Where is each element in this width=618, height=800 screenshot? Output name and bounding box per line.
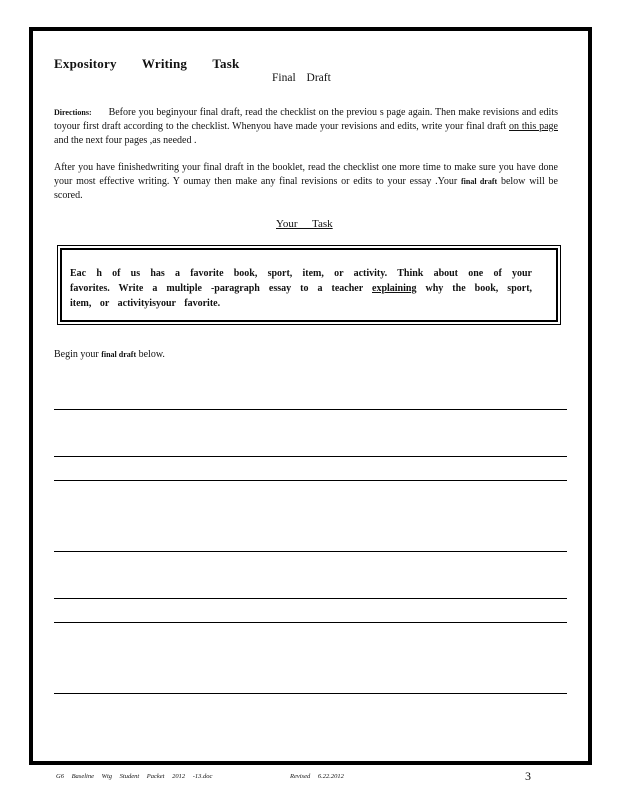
page-number: 3 bbox=[525, 769, 531, 783]
task-text-1: Eac h of us has a favorite book, sport, item, or activity. Think about one of your favorites. Write a multiple -paragraph essay to a teacher bbox=[70, 268, 532, 294]
footer-filename: G6 Baseline Wtg Student Packet 2012 -13.doc bbox=[56, 773, 213, 780]
writing-line[interactable] bbox=[54, 551, 567, 552]
writing-line[interactable] bbox=[54, 480, 567, 481]
task-box bbox=[57, 245, 561, 325]
instructions-text-1: After you have finishedwriting your final draft in the booklet, read the checklist one more time to make sure you have done your most effective writing. Y oumay then make any final revisions or edits to your essay .Your bbox=[54, 162, 558, 187]
directions-text-2: and the next four pages ,as needed . bbox=[54, 135, 197, 146]
page-subtitle: Final Draft bbox=[272, 72, 331, 84]
directions-text-1: Before you beginyour final draft, read the checklist on the previou s page again. Then make revisions and edits toyour first draft according to the checklist. Whenyou have made your revisions and edits, write your final draft bbox=[54, 107, 558, 132]
begin-final-draft: final draft bbox=[101, 350, 137, 359]
writing-line[interactable] bbox=[54, 409, 567, 410]
task-text-2: why the book, sport, item, or activityisyour favorite. bbox=[70, 283, 533, 309]
begin-instruction bbox=[54, 349, 165, 360]
directions-underlined: on this page bbox=[509, 121, 558, 132]
task-heading: Your Task bbox=[276, 218, 333, 230]
instructions-paragraph bbox=[54, 161, 558, 203]
footer-revised: Revised 6.22.2012 bbox=[290, 773, 344, 780]
instructions-final-draft: final draft bbox=[460, 177, 498, 186]
page-title: Expository Writing Task bbox=[54, 56, 240, 71]
directions-label: Directions: bbox=[54, 108, 92, 117]
begin-text-1: Begin your bbox=[54, 349, 99, 360]
writing-line[interactable] bbox=[54, 693, 567, 694]
task-underlined: explaining bbox=[372, 283, 417, 294]
writing-line[interactable] bbox=[54, 598, 567, 599]
instructions-text-2: below will be scored. bbox=[54, 176, 558, 201]
writing-line[interactable] bbox=[54, 456, 567, 457]
writing-line[interactable] bbox=[54, 622, 567, 623]
begin-text-2: below. bbox=[138, 349, 165, 360]
task-prompt bbox=[60, 248, 558, 322]
directions-paragraph bbox=[54, 106, 558, 148]
